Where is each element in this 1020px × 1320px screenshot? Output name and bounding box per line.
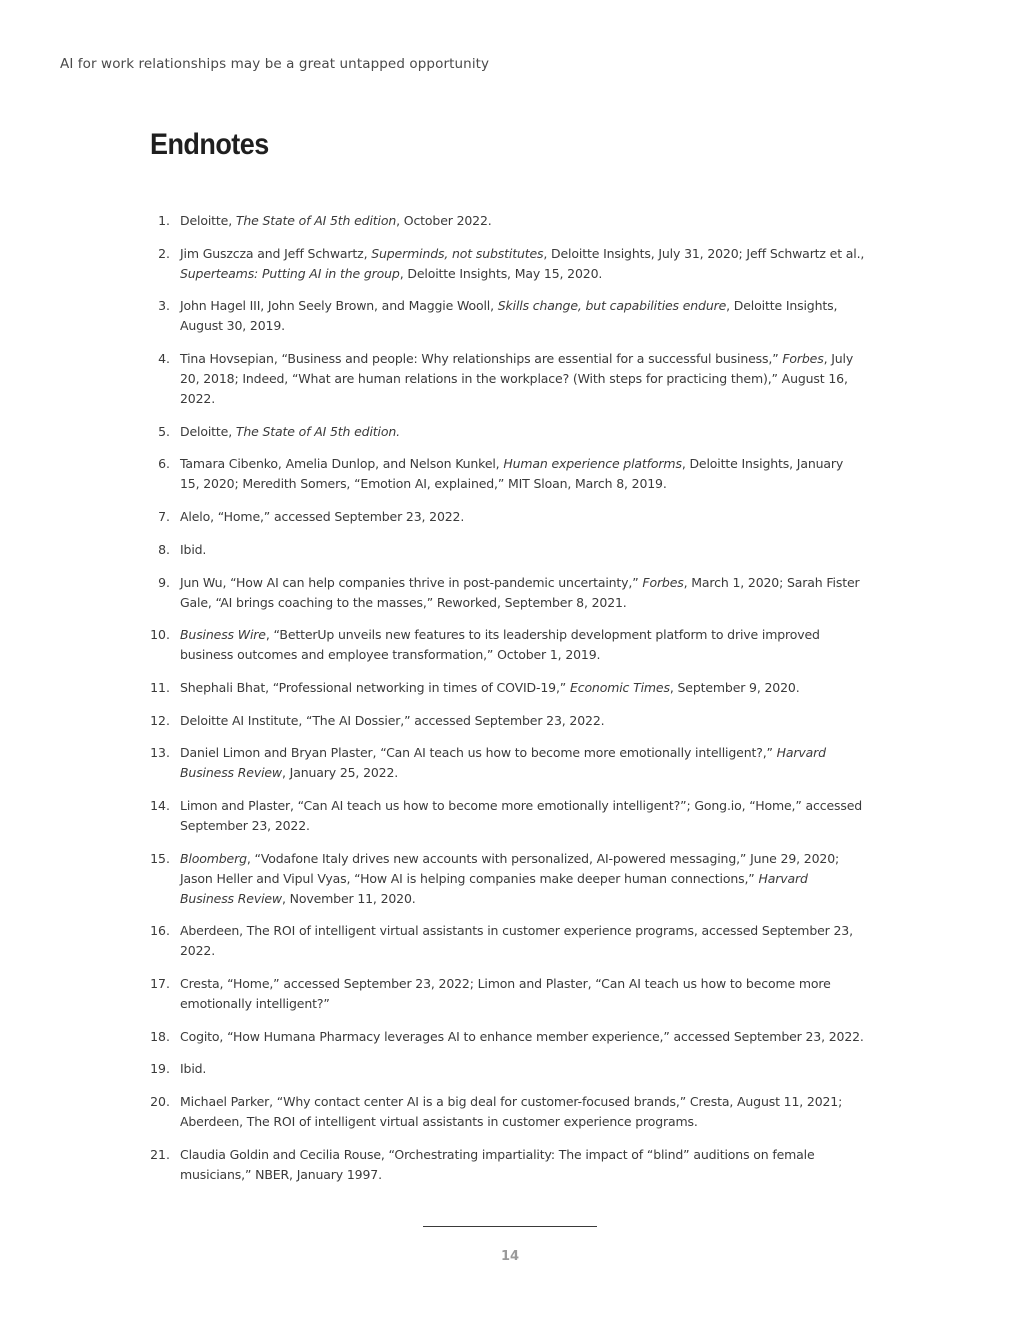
- endnote-item: [150, 422, 865, 442]
- endnote-number: 4.: [158, 351, 170, 367]
- endnote-text: Jun Wu, “How AI can help companies thrive in post-pandemic uncertainty,” Forbes, March 1, 2020; Sarah Fister Gale, “AI brings coaching to the masses,” Reworked, September 8, 2021.: [180, 574, 860, 610]
- endnote-number: 2.: [158, 245, 170, 261]
- endnote-item: [150, 711, 865, 731]
- endnote-text: John Hagel III, John Seely Brown, and Maggie Wooll, Skills change, but capabilities endure, Deloitte Insights, August 30, 2019.: [180, 298, 838, 334]
- endnote-item: [150, 974, 865, 1014]
- endnote-number: 18.: [150, 1028, 170, 1044]
- endnote-item: [150, 573, 865, 613]
- endnote-item: [150, 349, 865, 409]
- endnote-text: Claudia Goldin and Cecilia Rouse, “Orchestrating impartiality: The impact of “blind” auditions on female musicians,” NBER, January 1997.: [180, 1146, 815, 1182]
- endnote-text: Aberdeen, The ROI of intelligent virtual assistants in customer experience programs, accessed September 23, 2022.: [180, 923, 853, 959]
- endnote-text: Deloitte AI Institute, “The AI Dossier,” accessed September 23, 2022.: [180, 712, 605, 728]
- endnote-text: Cogito, “How Humana Pharmacy leverages AI to enhance member experience,” accessed September 23, 2022.: [180, 1028, 864, 1044]
- endnote-item: [150, 1059, 865, 1079]
- endnote-text: Bloomberg, “Vodafone Italy drives new accounts with personalized, AI-powered messaging,” June 29, 2020; Jason Heller and Vipul Vyas, “How AI is helping companies make deeper human connections,” Harvard Business Review, November 11, 2020.: [180, 850, 840, 906]
- endnote-item: [150, 296, 865, 336]
- endnote-item: [150, 540, 865, 560]
- endnote-item: [150, 507, 865, 527]
- endnote-text: Tina Hovsepian, “Business and people: Why relationships are essential for a successful business,” Forbes, July 20, 2018; Indeed, “What are human relations in the workplace? (With steps for practicing them),” August 16, 2022.: [180, 351, 854, 407]
- endnote-item: [150, 454, 865, 494]
- endnote-item: [150, 743, 865, 783]
- endnote-text: Michael Parker, “Why contact center AI is a big deal for customer-focused brands,” Cresta, August 11, 2021; Aberdeen, The ROI of intelligent virtual assistants in customer experience programs.: [180, 1094, 843, 1130]
- endnote-item: [150, 1145, 865, 1185]
- endnote-number: 20.: [150, 1094, 170, 1110]
- endnote-text: Jim Guszcza and Jeff Schwartz, Superminds, not substitutes, Deloitte Insights, July 31, 2020; Jeff Schwartz et al., Superteams: Putting AI in the group, Deloitte Insights, May 15, 2020.: [180, 245, 865, 281]
- endnote-item: [150, 1092, 865, 1132]
- endnote-text: Deloitte, The State of AI 5th edition.: [180, 423, 400, 439]
- endnote-number: 21.: [150, 1146, 170, 1162]
- endnote-text: Ibid.: [180, 541, 207, 557]
- endnote-number: 19.: [150, 1061, 170, 1077]
- endnote-number: 12.: [150, 712, 170, 728]
- endnote-text: Shephali Bhat, “Professional networking in times of COVID-19,” Economic Times, September 9, 2020.: [180, 679, 800, 695]
- endnote-item: [150, 244, 865, 284]
- running-header: AI for work relationships may be a great untapped opportunity: [60, 56, 490, 72]
- endnote-item: [150, 1027, 865, 1047]
- endnote-text: Ibid.: [180, 1061, 207, 1077]
- endnote-item: [150, 211, 865, 231]
- endnotes-list: [150, 211, 865, 1197]
- page-number: 14: [500, 1249, 520, 1264]
- endnote-number: 3.: [158, 298, 170, 314]
- endnote-number: 15.: [150, 850, 170, 866]
- page-title: Endnotes: [150, 128, 269, 161]
- endnote-item: [150, 625, 865, 665]
- endnote-item: [150, 678, 865, 698]
- endnote-number: 10.: [150, 627, 170, 643]
- endnote-number: 8.: [158, 541, 170, 557]
- endnote-text: Limon and Plaster, “Can AI teach us how to become more emotionally intelligent?”; Gong.io, “Home,” accessed September 23, 2022.: [180, 797, 863, 833]
- endnote-number: 1.: [158, 213, 170, 228]
- endnote-text: Deloitte, The State of AI 5th edition, October 2022.: [180, 213, 492, 228]
- endnote-text: Business Wire, “BetterUp unveils new features to its leadership development platform to drive improved business outcomes and employee transformation,” October 1, 2019.: [180, 627, 820, 663]
- endnote-item: [150, 796, 865, 836]
- footer-divider: [423, 1226, 597, 1227]
- endnote-text: Tamara Cibenko, Amelia Dunlop, and Nelson Kunkel, Human experience platforms, Deloitte Insights, January 15, 2020; Meredith Somers, “Emotion AI, explained,” MIT Sloan, March 8, 2019.: [180, 456, 844, 492]
- endnote-item: [150, 849, 865, 909]
- endnote-text: Daniel Limon and Bryan Plaster, “Can AI teach us how to become more emotionally intelligent?,” Harvard Business Review, January 25, 2022.: [180, 745, 826, 781]
- endnote-number: 14.: [150, 797, 170, 813]
- endnote-number: 17.: [150, 976, 170, 991]
- endnote-text: Cresta, “Home,” accessed September 23, 2022; Limon and Plaster, “Can AI teach us how to become more emotionally intelligent?”: [180, 976, 831, 1011]
- endnote-number: 9.: [158, 574, 170, 590]
- endnote-item: [150, 921, 865, 961]
- endnote-number: 5.: [158, 423, 170, 439]
- endnote-number: 6.: [158, 456, 170, 472]
- endnote-number: 7.: [158, 509, 170, 525]
- endnote-number: 11.: [150, 679, 170, 695]
- endnote-number: 16.: [150, 923, 170, 939]
- endnote-text: Alelo, “Home,” accessed September 23, 2022.: [180, 509, 465, 525]
- endnote-number: 13.: [150, 745, 170, 761]
